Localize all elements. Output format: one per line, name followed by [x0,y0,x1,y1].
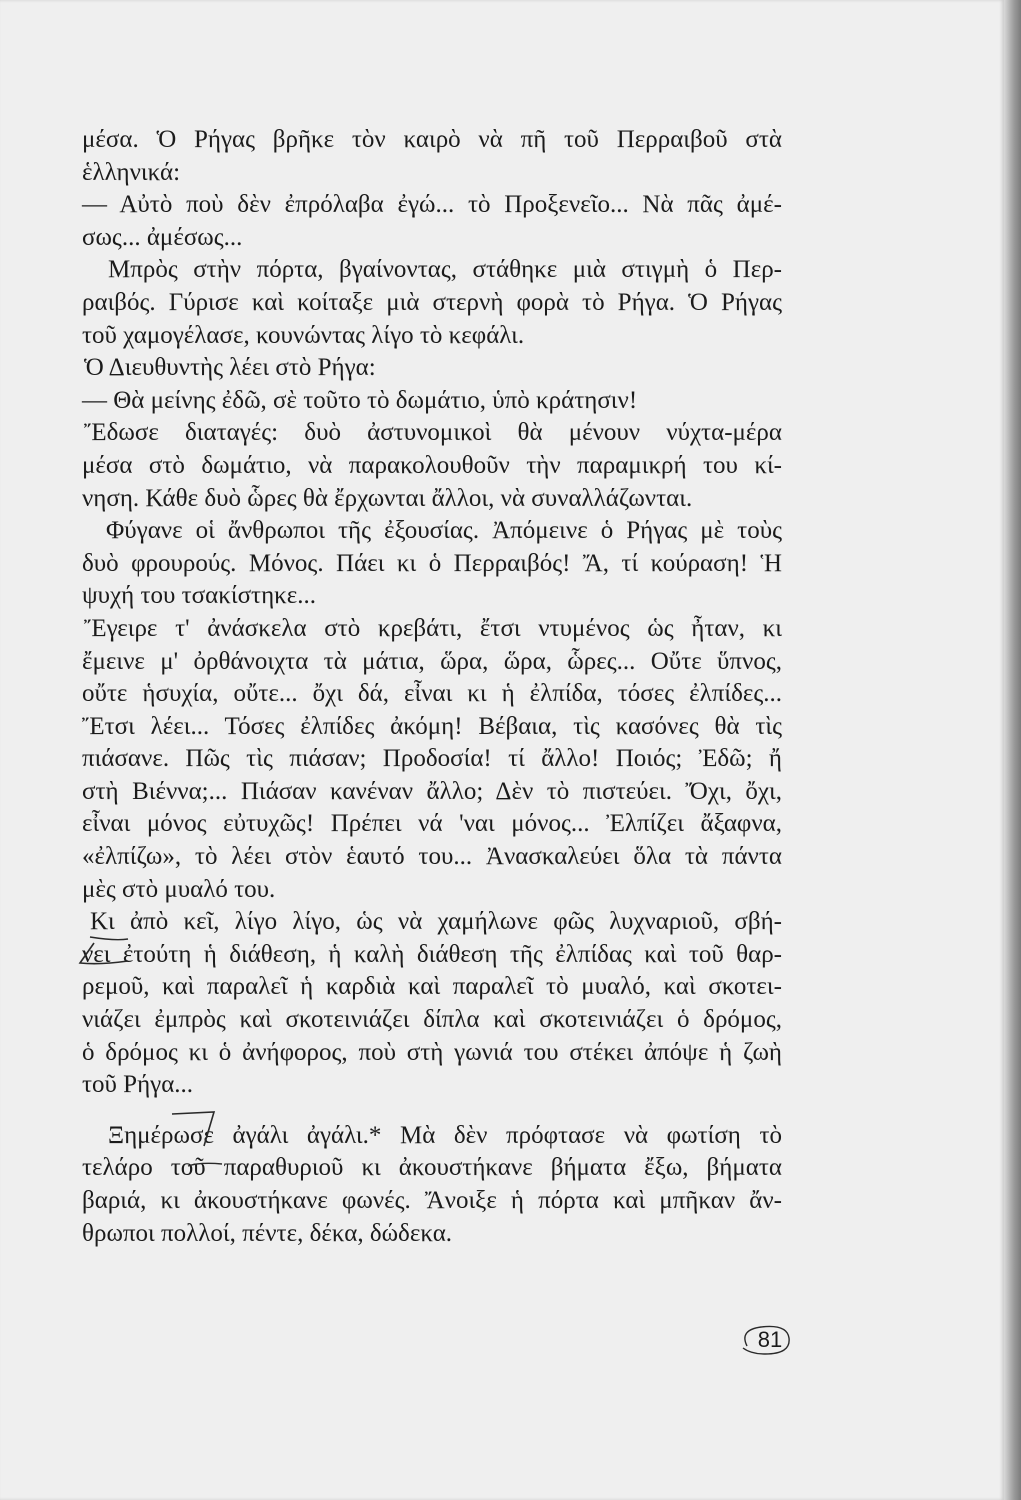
text-line: Μπρὸς στὴν πόρτα, βγαίνοντας, στάθηκε μιὰ στιγμὴ ὁ Περ- [108,256,782,284]
text-line: μέσα στὸ δωμάτιο, νὰ παρακολουθοῦν τὴν παραμικρή του κί- [82,451,782,479]
text-line: τοῦ χαμογέλασε, κουνώντας λίγο τὸ κεφάλι. [82,321,525,349]
text-line: ὁ δρόμος κι ὁ ἀνήφορος, ποὺ στὴ γωνιά του στέκει ἀπόψε ἡ ζωὴ [82,1038,782,1066]
pencil-bracket-mark-open [70,935,130,995]
text-line: νιάζει ἐμπρὸς καὶ σκοτεινιάζει δίπλα καὶ σκοτεινιάζει ὁ δρόμος, [82,1006,782,1034]
text-line: Φύγανε οἱ ἄνθρωποι τῆς ἐξουσίας. Ἀπόμεινε ὁ Ρήγας μὲ τοὺς [106,517,782,545]
text-line: νει ἐτούτη ἡ διάθεση, ἡ καλὴ διάθεση τῆς ἐλπίδας καὶ τοῦ θαρ- [82,940,782,968]
text-line: — Αὐτὸ ποὺ δὲν ἐπρόλαβα ἐγώ... τὸ Προξενεῖο... Νὰ πᾶς ἀμέ- [82,191,782,219]
page-edge [1004,0,1021,1500]
text-line: «ἐλπίζω», τὸ λέει στὸν ἑαυτό του... Ἀνασκαλεύει ὅλα τὰ πάντα [82,843,782,871]
text-line: Ἔτσι λέει... Τόσες ἐλπίδες ἀκόμη! Βέβαια, τὶς κασόνες θὰ τὶς [82,712,782,740]
text-line: σως... ἀμέσως... [82,223,243,251]
body-text [82,124,782,1250]
text-line: νηση. Κάθε δυὸ ὧρες θὰ ἔρχωνται ἄλλοι, νὰ συναλλάζωνται. [82,484,693,512]
text-line: Ὁ Διευθυντὴς λέει στὸ Ρήγα: [84,354,376,382]
text-line: τελάρο τοῦ παραθυριοῦ κι ἀκουστήκανε βήματα ἔξω, βήματα [82,1154,782,1182]
text-line: πιάσανε. Πῶς τὶς πιάσαν; Προδοσία! τί ἄλλο! Ποιός; Ἐδῶ; ἤ [82,745,782,773]
text-line: μέσα. Ὁ Ρήγας βρῆκε τὸν καιρὸ νὰ πῆ τοῦ Περραιβοῦ στὰ [82,126,782,153]
text-line: οὔτε ἡσυχία, οὔτε... ὄχι δά, εἶναι κι ἡ ἐλπίδα, τόσες ἐλπίδες... [82,680,782,708]
text-line: ψυχή του τσακίστηκε... [82,582,317,610]
text-line: Ἔδωσε διαταγές: δυὸ ἀστυνομικοὶ θὰ μένουν νύχτα-μέρα [84,419,782,447]
text-line: βαριά, κι ἀκουστήκανε φωνές. Ἄνοιξε ἡ πόρτα καὶ μπῆκαν ἄν- [82,1187,782,1214]
text-line: εἶναι μόνος εὐτυχῶς! Πρέπει νά 'ναι μόνος... Ἐλπίζει ἄξαφνα, [82,810,782,838]
text-line: ρεμοῦ, καὶ παραλεῖ ἡ καρδιὰ καὶ παραλεῖ τὸ μυαλό, καὶ σκοτει- [82,973,782,1001]
pencil-bracket-mark-close [160,1102,230,1182]
page-number [737,1324,791,1356]
text-line: μὲς στὸ μυαλό του. [82,875,276,903]
text-line: ἑλληνικά: [82,158,181,186]
page-number-text: 81 [757,1327,783,1352]
text-line: ἔμεινε μ' ὀρθάνοιχτα τὰ μάτια, ὥρα, ὥρα, ὧρες... Οὔτε ὕπνος, [82,647,782,675]
text-line: δυὸ φρουρούς. Μόνος. Πάει κι ὁ Περραιβός! Ἄ, τί κούραση! Ἡ [82,549,782,577]
text-line: — Θὰ μείνης ἐδῶ, σὲ τοῦτο τὸ δωμάτιο, ὑπὸ κράτησιν! [82,386,638,414]
text-line: θρωποι πολλοί, πέντε, δέκα, δώδεκα. [82,1219,453,1247]
text-line: Ξημέρωσε ἀγάλι ἀγάλι.* Μὰ δὲν πρόφτασε νὰ φωτίση τὸ [108,1121,782,1149]
text-line: ραιβός. Γύρισε καὶ κοίταξε μιὰ στερνὴ φορὰ τὸ Ρήγα. Ὁ Ρήγας [82,288,782,316]
text-line: στὴ Βιέννα;... Πιάσαν κανέναν ἄλλο; Δὲν τὸ πιστεύει. Ὄχι, ὄχι, [82,777,782,805]
text-line: Κι ἀπὸ κεῖ, λίγο λίγο, ὡς νὰ χαμήλωνε φῶς λυχναριοῦ, σβή- [90,908,782,936]
text-line: τοῦ Ρήγα... [82,1071,194,1099]
text-line: Ἔγειρε τ' ἀνάσκελα στὸ κρεβάτι, ἔτσι ντυμένος ὡς ἦταν, κι [84,614,782,642]
